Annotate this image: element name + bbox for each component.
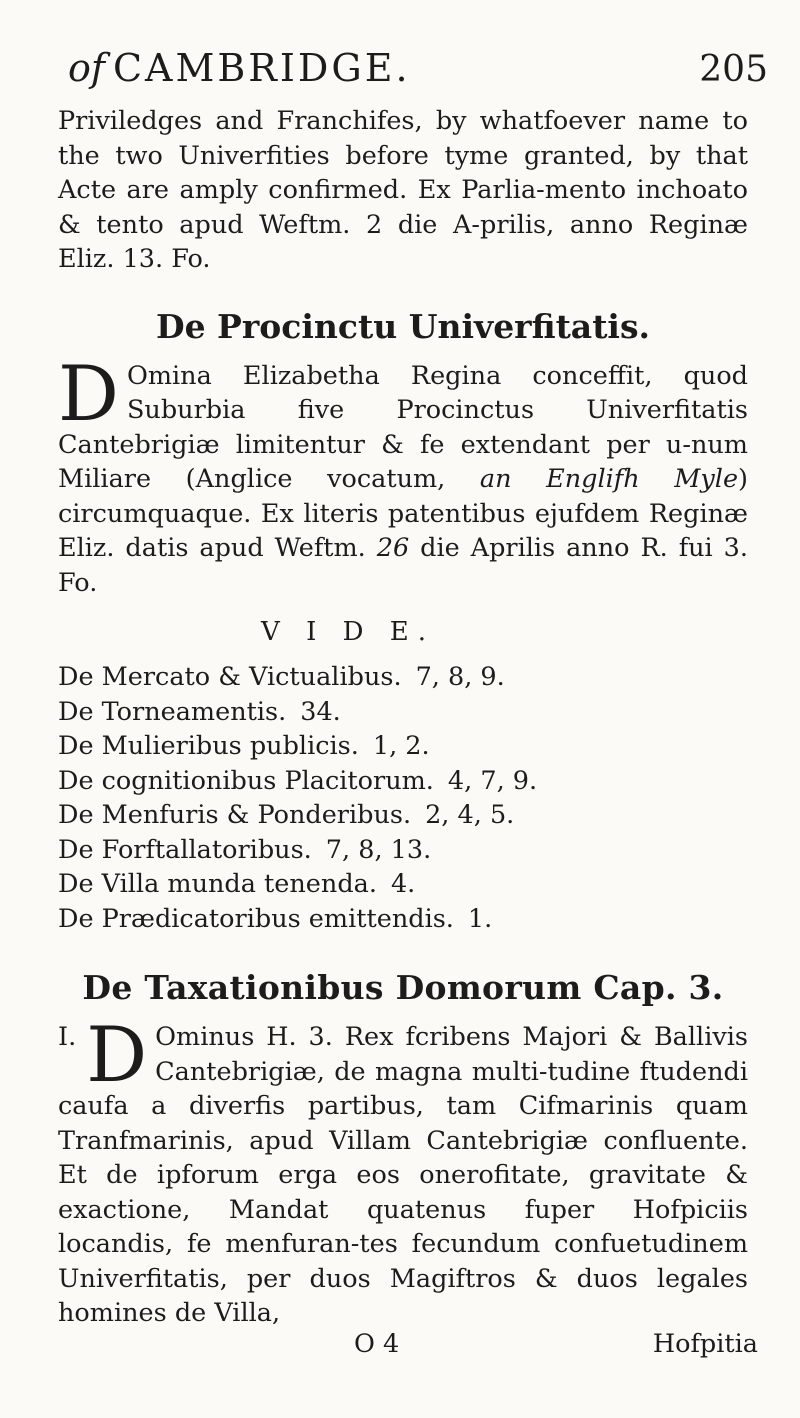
- reference-title: De Forftallatoribus.: [58, 834, 312, 865]
- running-head: [58, 44, 768, 104]
- paragraph-number: I.: [58, 1022, 77, 1052]
- reference-numbers: 7, 8, 9.: [415, 662, 505, 692]
- list-item: [58, 764, 748, 799]
- list-item: [58, 902, 748, 937]
- reference-title: De Villa munda tenenda.: [58, 869, 377, 899]
- vide-reference-list: [58, 660, 748, 936]
- reference-title: De cognitionibus Placitorum.: [58, 765, 434, 796]
- italic-date: 26: [376, 533, 410, 563]
- signature-mark: O 4: [354, 1328, 400, 1359]
- catchword: Hofpitia: [652, 1328, 758, 1359]
- reference-numbers: 1.: [467, 903, 493, 934]
- reference-numbers: 7, 8, 13.: [325, 834, 432, 865]
- reference-numbers: 4.: [390, 869, 416, 899]
- reference-numbers: 2, 4, 5.: [425, 800, 515, 830]
- reference-title: De Mercato & Victualibus.: [58, 662, 402, 692]
- section-heading-procinctu: De Procinctu Univerfitatis.: [155, 306, 651, 346]
- reference-title: De Mulieribus publicis.: [58, 731, 359, 761]
- list-item: [58, 729, 748, 764]
- list-item: [58, 660, 748, 695]
- list-item: [58, 867, 748, 902]
- section-paragraph-taxationibus: [58, 1010, 748, 1331]
- reference-numbers: 34.: [300, 696, 341, 727]
- paragraph-text: Ominus H. 3. Rex fcribens Majori & Ballivis Cantebrigiæ, de magna multi-tudine ftudendi caufa a diverfis partibus, tam Cifmarinis quam Tranfmarinis, apud Villam Cantebrigiæ confluente. Et de ipforum erga eos onerofitate, gravitate & exactione, Mandat quatenus fuper Hofpiciis locandis, fe menfuran-tes fecundum confuetudinem Univerfitatis, per duos Magiftros & duos legales homines de Villa,: [58, 1022, 748, 1328]
- intro-paragraph: Priviledges and Franchifes, by whatfoever name to the two Univerfities before tyme granted, by that Acte are amply confirmed. Ex Parlia-mento inchoato & tento apud Weftm. 2 die A-prilis, anno Reginæ Eliz. 13. Fo.: [58, 106, 748, 274]
- running-title-of: of: [68, 46, 105, 90]
- drop-cap: D: [58, 348, 119, 438]
- running-title-text: CAMBRIDGE.: [112, 46, 411, 90]
- running-title: [68, 44, 411, 92]
- section-heading-taxationibus: De Taxationibus Domorum Cap. 3.: [82, 968, 724, 1007]
- drop-cap: D: [86, 1010, 148, 1099]
- page-footer: [58, 1328, 758, 1367]
- paragraph-text: Omina Elizabetha Regina conceffit, quod Suburbia five Procinctus Univerfitatis Cantebrigiæ limitentur & fe extendant per u-num Miliare (Anglice vocatum,: [58, 360, 748, 494]
- book-page: [58, 44, 768, 1367]
- reference-title: De Torneamentis.: [58, 696, 287, 727]
- reference-numbers: 1, 2.: [372, 731, 430, 761]
- section-paragraph-procinctu: [58, 348, 748, 601]
- reference-title: De Menfuris & Ponderibus.: [58, 800, 412, 830]
- list-item: [58, 798, 748, 833]
- page-number: 205: [699, 49, 768, 90]
- list-item: [58, 833, 748, 868]
- vide-heading: V I D E.: [261, 617, 435, 647]
- paragraph-text: ) circumquaque. Ex literis patentibus ejufdem Reginæ Eliz. datis apud Weftm.: [58, 464, 748, 563]
- italic-phrase: an Englifh Myle: [479, 464, 739, 494]
- paragraph-text: die Aprilis anno R. fui 3. Fo.: [58, 533, 748, 598]
- reference-numbers: 4, 7, 9.: [447, 765, 538, 796]
- list-item: [58, 695, 748, 730]
- reference-title: De Prædicatoribus emittendis.: [58, 903, 454, 934]
